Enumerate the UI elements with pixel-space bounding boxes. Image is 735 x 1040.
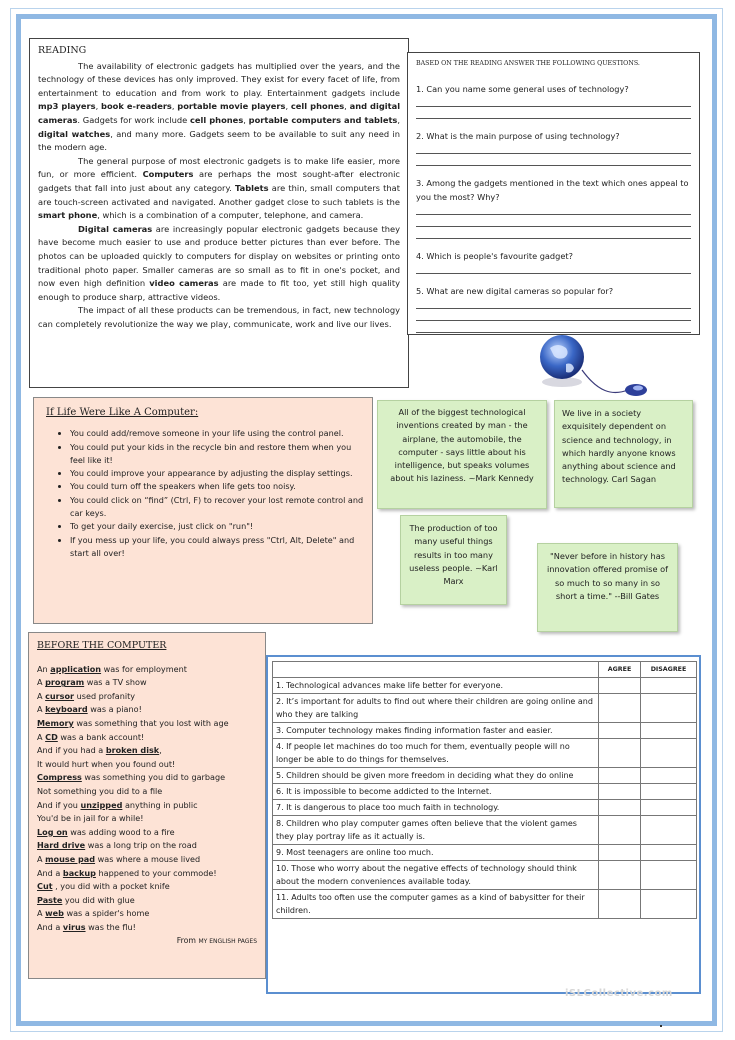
- before-line-word: mouse pad: [45, 853, 96, 864]
- life-list-item: • You could add/remove someone in your life using the control panel.: [70, 427, 364, 440]
- before-lines: [37, 663, 257, 935]
- agree-cell[interactable]: [599, 845, 641, 861]
- survey-statement: 4. If people let machines do too much for them, eventually people will no longer be able to do things for themselves.: [273, 739, 599, 768]
- before-line-pre: A: [37, 853, 46, 864]
- questions-heading: BASED ON THE READING ANSWER THE FOLLOWING QUESTIONS.: [416, 60, 640, 67]
- survey-row: [273, 678, 697, 694]
- answer-line[interactable]: [416, 155, 691, 166]
- before-line-word: Compress: [37, 772, 82, 783]
- answer-line[interactable]: [416, 310, 691, 321]
- answer-line[interactable]: [416, 204, 691, 215]
- survey-statement: 9. Most teenagers are online too much.: [273, 845, 599, 861]
- before-line: [37, 812, 257, 826]
- before-line-post: used profanity: [74, 690, 136, 701]
- before-line-post: was a TV show: [84, 677, 147, 688]
- survey-statement: 7. It is dangerous to place too much faith in technology.: [273, 800, 599, 816]
- before-line: [37, 867, 257, 881]
- life-list: [42, 427, 364, 560]
- page-dot: [660, 1025, 662, 1027]
- agree-cell[interactable]: [599, 723, 641, 739]
- before-line-word: Memory: [37, 717, 74, 728]
- survey-statement: 3. Computer technology makes finding information faster and easier.: [273, 723, 599, 739]
- before-source-from: From: [176, 936, 197, 946]
- before-line-word: Paste: [37, 894, 63, 905]
- reading-paragraph-1: The availability of electronic gadgets has multiplied over the years, and the technology of these devices has only improved. They exist for every facet of life, from entertainment to education and from work to play. Entertainment gadgets include mp3 players, book e-readers, portable movie players, cell phones, and digital cameras. Gadgets for work include cell phones, portable computers and tablets, digital watches, and many more. Gadgets seem to be available to suit any need in the modern age.: [38, 60, 401, 153]
- before-line: [37, 744, 257, 758]
- survey-row: [273, 816, 697, 845]
- agree-cell[interactable]: [599, 768, 641, 784]
- before-line-word: Cut: [37, 881, 53, 892]
- quote-gates: "Never before in history has innovation offered promise of so much to so many in so short a time." --Bill Gates: [537, 543, 678, 632]
- disagree-header: DISAGREE: [641, 662, 697, 678]
- answer-line[interactable]: [416, 143, 691, 154]
- before-line: [37, 799, 257, 813]
- agree-cell[interactable]: [599, 861, 641, 890]
- before-line-word: keyboard: [45, 704, 88, 715]
- reading-box: [29, 38, 409, 388]
- before-line: [37, 853, 257, 867]
- before-line: [37, 771, 257, 785]
- survey-statement: 5. Children should be given more freedom in deciding what they do online: [273, 768, 599, 784]
- survey-statement: 2. It’s important for adults to find out where their children are going online and who they are talking: [273, 694, 599, 723]
- survey-header-row: [273, 662, 697, 678]
- survey-statement: 11. Adults too often use the computer games as a kind of babysitter for their children.: [273, 890, 599, 919]
- questions-list: [416, 82, 691, 343]
- before-computer-box: [28, 632, 266, 979]
- agree-cell[interactable]: [599, 800, 641, 816]
- agree-header: AGREE: [599, 662, 641, 678]
- survey-table: [272, 661, 697, 919]
- question-item: 4. Which is people's favourite gadget?: [416, 251, 573, 261]
- disagree-cell[interactable]: [641, 678, 697, 694]
- survey-statement: 10. Those who worry about the negative effects of technology should think about the modern conveniences available today.: [273, 861, 599, 890]
- quote-kennedy: All of the biggest technological inventions created by man - the airplane, the automobile, the computer - says little about his intelligence, but speaks volumes about his laziness. ~Mark Kennedy: [377, 400, 547, 509]
- before-line-pre: And a: [37, 867, 63, 878]
- answer-line[interactable]: [416, 263, 691, 274]
- survey-row: [273, 890, 697, 919]
- watermark: iSLCollective.com: [565, 988, 673, 999]
- before-line-pre: A: [37, 704, 46, 715]
- answer-line[interactable]: [416, 228, 691, 239]
- before-line: [37, 907, 257, 921]
- before-line-post: was the flu!: [85, 921, 136, 932]
- before-line-pre: A: [37, 677, 46, 688]
- before-line-word: CD: [45, 731, 58, 742]
- before-line-word: virus: [62, 921, 86, 932]
- disagree-cell[interactable]: [641, 816, 697, 845]
- survey-row: [273, 800, 697, 816]
- survey-statement: 6. It is impossible to become addicted to the Internet.: [273, 784, 599, 800]
- quote-marx: The production of too many useful things results in too many useless people. ~Karl Marx: [400, 515, 507, 605]
- disagree-cell[interactable]: [641, 890, 697, 919]
- before-title: BEFORE THE COMPUTER: [37, 640, 167, 651]
- life-list-item: • You could click on “find” (Ctrl, F) to recover your lost remote control and car keys.: [70, 494, 364, 521]
- disagree-cell[interactable]: [641, 723, 697, 739]
- before-line-pre: And if you: [37, 799, 81, 810]
- before-line-pre: A: [37, 731, 46, 742]
- globe-mouse-illustration: [536, 330, 656, 402]
- before-source-name: MY ENGLISH PAGES: [198, 938, 257, 946]
- survey-row: [273, 784, 697, 800]
- agree-cell[interactable]: [599, 784, 641, 800]
- disagree-cell[interactable]: [641, 784, 697, 800]
- survey-row: [273, 861, 697, 890]
- survey-row: [273, 768, 697, 784]
- survey-row: [273, 694, 697, 723]
- before-line-word: Hard drive: [37, 840, 86, 851]
- before-line-post: was something you did to garbage: [81, 772, 226, 783]
- before-line: [37, 880, 257, 894]
- disagree-cell[interactable]: [641, 845, 697, 861]
- survey-statement: 8. Children who play computer games often believe that the violent games they play portray life as it actually is.: [273, 816, 599, 845]
- before-line: [37, 785, 257, 799]
- before-line: [37, 703, 257, 717]
- reading-paragraph-4: The impact of all these products can be tremendous, in fact, new technology can completely revolutionize the way we play, communicate, work and live our lives.: [38, 305, 400, 329]
- before-line-post: was a spider's home: [63, 908, 150, 919]
- disagree-cell[interactable]: [641, 694, 697, 723]
- agree-cell[interactable]: [599, 739, 641, 768]
- before-line-post: was something that you lost with age: [73, 717, 229, 728]
- before-line: [37, 826, 257, 840]
- before-line-post: was for employment: [101, 663, 187, 674]
- before-line-word: web: [45, 908, 64, 919]
- reading-title: READING: [38, 45, 87, 56]
- before-line: [37, 663, 257, 677]
- before-line-post: was a piano!: [87, 704, 142, 715]
- disagree-cell[interactable]: [641, 861, 697, 890]
- life-list-item: • You could put your kids in the recycle bin and restore them when you feel like it!: [70, 441, 364, 468]
- before-line-word: program: [45, 677, 85, 688]
- survey-row: [273, 739, 697, 768]
- before-line-word: Log on: [37, 826, 68, 837]
- answer-line[interactable]: [416, 298, 691, 309]
- survey-row: [273, 723, 697, 739]
- agree-cell[interactable]: [599, 678, 641, 694]
- question-item: 1. Can you name some general uses of technology?: [416, 84, 629, 94]
- before-line-word: broken disk: [105, 745, 160, 756]
- life-list-item: • If you mess up your life, you could always press "Ctrl, Alt, Delete" and start all over!: [70, 534, 364, 561]
- survey-statement: 1. Technological advances make life better for everyone.: [273, 678, 599, 694]
- agree-cell[interactable]: [599, 890, 641, 919]
- before-line-pre: A: [37, 908, 46, 919]
- before-line-post: , you did with a pocket knife: [52, 881, 170, 892]
- before-line-word: backup: [62, 867, 96, 878]
- question-item: 2. What is the main purpose of using technology?: [416, 131, 620, 141]
- before-line: [37, 758, 257, 772]
- life-list-item: • You could improve your appearance by adjusting the display settings.: [70, 467, 364, 480]
- before-line-pre: An: [37, 663, 51, 674]
- before-line-post: was a long trip on the road: [85, 840, 197, 851]
- before-line: [37, 921, 257, 935]
- before-line-word: cursor: [45, 690, 75, 701]
- before-line-post: you did with glue: [62, 894, 135, 905]
- before-line-pre: Not something you did to a file: [37, 785, 163, 796]
- disagree-cell[interactable]: [641, 739, 697, 768]
- before-line: [37, 717, 257, 731]
- before-line: [37, 839, 257, 853]
- life-computer-box: [33, 397, 373, 624]
- answer-line[interactable]: [416, 108, 691, 119]
- life-list-item: • To get your daily exercise, just click on "run"!: [70, 520, 364, 533]
- disagree-cell[interactable]: [641, 800, 697, 816]
- reading-paragraph-2: The general purpose of most electronic gadgets is to make life easier, more fun, or more efficient. Computers are perhaps the most sought-after electronic gadgets that fall into just about any category. Tablets are thin, small computers that are touch-screen activated and navigated. Another gadget close to such tablets is the smart phone, which is a combination of a computer, telephone, and camera.: [38, 155, 400, 221]
- before-line-post: was where a mouse lived: [95, 853, 201, 864]
- survey-row: [273, 845, 697, 861]
- before-line-post: ,: [159, 745, 162, 756]
- before-line-pre: You'd be in jail for a while!: [37, 813, 144, 824]
- before-line-pre: And a: [37, 921, 63, 932]
- before-line-post: happened to your commode!: [95, 867, 217, 878]
- answer-line[interactable]: [416, 96, 691, 107]
- before-line-pre: It would hurt when you found out!: [37, 758, 176, 769]
- before-line: [37, 690, 257, 704]
- life-list-item: • You could turn off the speakers when life gets too noisy.: [70, 480, 364, 493]
- before-line-post: anything in public: [122, 799, 198, 810]
- survey-statement-header: [273, 662, 599, 678]
- answer-line[interactable]: [416, 216, 691, 227]
- before-line-pre: And if you had a: [37, 745, 106, 756]
- reading-paragraph-3: Digital cameras are increasingly popular electronic gadgets because they have become much easier to use and produce better pictures than ever before. The photos can be uploaded quickly to computers for display on websites or printing onto traditional photo paper. Smaller cameras are so small as to fit in one's pocket, and now even high definition video cameras are made to fit too, yet still high quality enough to produce sharp, attractive videos.: [38, 223, 400, 302]
- questions-box: [407, 52, 700, 335]
- before-line-post: was adding wood to a fire: [67, 826, 175, 837]
- disagree-cell[interactable]: [641, 768, 697, 784]
- before-line: [37, 894, 257, 908]
- agree-cell[interactable]: [599, 694, 641, 723]
- life-title: If Life Were Like A Computer:: [46, 407, 199, 418]
- before-source: [37, 934, 257, 949]
- before-line-post: was a bank account!: [57, 731, 145, 742]
- before-line: [37, 731, 257, 745]
- quote-sagan: We live in a society exquisitely dependent on science and technology, in which hardly anyone knows anything about science and technology. Carl Sagan: [554, 400, 693, 508]
- question-item: 3. Among the gadgets mentioned in the text which ones appeal to you the most? Why?: [416, 178, 689, 202]
- question-item: 5. What are new digital cameras so popular for?: [416, 286, 614, 296]
- before-line: [37, 676, 257, 690]
- agree-cell[interactable]: [599, 816, 641, 845]
- before-line-pre: A: [37, 690, 46, 701]
- globe-icon: [536, 330, 656, 402]
- before-line-word: unzipped: [80, 799, 123, 810]
- before-line-word: application: [50, 663, 102, 674]
